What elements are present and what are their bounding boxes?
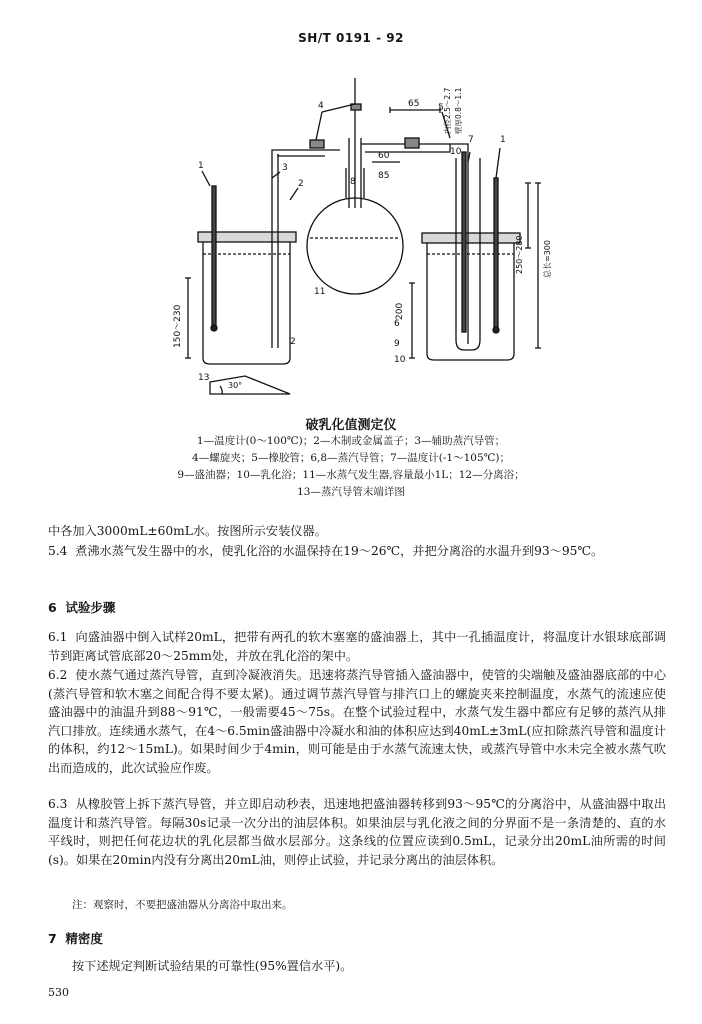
dim-150: 150～230 <box>173 304 183 348</box>
clause-text: 煮沸水蒸气发生器中的水，使乳化浴的水温保持在19～26℃，并把分离浴的水温升到93～95℃。 <box>75 544 604 558</box>
label-2b: 2 <box>290 337 296 347</box>
clause-number: 6.3 <box>48 797 68 811</box>
dim-inner: 内径2.5～2.7 <box>443 87 452 134</box>
steam-pipe-left <box>272 150 340 156</box>
legend-line-1: 1—温度计(0～100℃)；2—木制或金属盖子；3—辅助蒸汽导管； <box>196 435 506 447</box>
legend-line-2: 4—螺旋夹；5—橡胶管；6,8—蒸汽导管；7—温度计(-1～105℃)； <box>192 452 510 464</box>
label-2a: 2 <box>298 179 304 189</box>
steam-generator-flask <box>307 198 403 294</box>
paragraph-7: 按下述规定判断试验结果的可靠性(95%置信水平)。 <box>72 959 353 973</box>
right-bath-lid <box>422 233 520 243</box>
label-11: 11 <box>314 287 326 297</box>
continuation-text: 中各加入3000mL±60mL水。按图所示安装仪器。 <box>48 524 327 538</box>
section-number: 7 <box>48 931 57 946</box>
page-header: SH/T 0191 - 92 <box>298 31 404 45</box>
paragraph-5-4 <box>48 542 666 561</box>
right-thermometer-1 <box>494 178 498 328</box>
page-number: 530 <box>48 986 69 999</box>
label-1b: 1 <box>500 135 506 145</box>
note: 注：观察时，不要把盛油器从分离浴中取出来。 <box>72 899 293 911</box>
left-tube <box>272 154 278 348</box>
paragraph-continuation <box>48 522 666 541</box>
dim-85: 85 <box>378 171 390 181</box>
label-6: 6 <box>394 319 400 329</box>
paragraph-6-3 <box>48 795 666 869</box>
label-4: 4 <box>318 101 324 111</box>
dim-65: 65 <box>408 99 420 109</box>
screw-clamp-2 <box>405 138 419 148</box>
left-thermometer <box>212 186 216 326</box>
label-9: 9 <box>394 339 400 349</box>
section-7-heading <box>48 929 103 947</box>
apparatus-figure <box>150 58 570 408</box>
dim-60: 60 <box>378 151 390 161</box>
section-title: 试验步骤 <box>65 600 116 615</box>
label-10a: 10 <box>394 355 406 365</box>
dim-250: 250～280 <box>515 235 524 274</box>
paragraph-6-2 <box>48 666 666 777</box>
label-5: 5 <box>438 103 444 113</box>
legend-line-4: 13—蒸汽导管末端详图 <box>297 486 405 498</box>
label-3: 3 <box>282 163 288 173</box>
section-title: 精密度 <box>65 931 103 946</box>
dim-200: 200 <box>395 302 405 320</box>
figure-title: 破乳化值测定仪 <box>305 418 397 433</box>
right-thermometer <box>462 152 466 332</box>
dim-total: 总长≈300 <box>543 240 552 278</box>
clause-text: 使水蒸气通过蒸汽导管，直到冷凝液消失。迅速将蒸汽导管插入盛油器中，使管的尖端触及盛油器底部的中心(蒸汽导管和软木塞之间配合得不要太紧)。通过调节蒸汽导管与排汽口上的螺旋夹来控制温度，水蒸气的流速应使盛油器中的油温升到88～91℃，一般需要45～75s。在整个试验过程中，水蒸气发生器中都应有足够的蒸汽从排汽口排放。连续通水蒸气，在4～6.5min盛油器中冷凝水和油的体积应达到40mL±3mL(应扣除蒸汽导管和温度计的体积，约12～15mL)。如果时间少于4min，则可能是由于水蒸气流速太快，或蒸汽导管中水未完全被水蒸气吹出而造成的，此次试验应作废。 <box>48 668 667 775</box>
label-10b: 10 <box>450 147 462 157</box>
legend-line-3: 9—盛油器；10—乳化浴；11—水蒸气发生器,容量最小1L；12—分离浴； <box>177 469 525 481</box>
clause-number: 6.1 <box>48 630 68 644</box>
clause-text: 从橡胶管上拆下蒸汽导管，并立即启动秒表，迅速地把盛油器转移到93～95℃的分离浴中，从盛油器中取出温度计和蒸汽导管。每隔30s记录一次分出的油层体积。如果油层与乳化液之间的分界面不是一条清楚的、直的水平线时，则把任何花边状的乳化层都当做水层部分。这条线的位置应读到0.5mL，记录分出20mL油所需的时间(s)。如果在20min内没有分离出20mL油，则停止试验，并记录分离出的油层体积。 <box>48 797 667 867</box>
label-1a: 1 <box>198 161 204 171</box>
angle-label: 30° <box>228 381 243 390</box>
label-13: 13 <box>198 373 210 383</box>
screw-clamp-1 <box>310 140 324 148</box>
section-6-heading <box>48 598 115 616</box>
label-8: 8 <box>350 177 356 187</box>
right-bath <box>427 238 514 360</box>
clause-number: 5.4 <box>48 544 68 558</box>
dim-wall: 壁厚0.8～1.1 <box>454 87 463 134</box>
clause-number: 6.2 <box>48 668 68 682</box>
label-7: 7 <box>468 135 474 145</box>
clause-text: 向盛油器中倒入试样20mL，把带有两孔的软木塞塞的盛油器上，其中一孔插温度计，将温度计水银球底部调节到距离试管底部20～25mm处，并放在乳化浴的架中。 <box>48 630 666 663</box>
paragraph-6-1 <box>48 628 666 665</box>
section-number: 6 <box>48 600 57 615</box>
